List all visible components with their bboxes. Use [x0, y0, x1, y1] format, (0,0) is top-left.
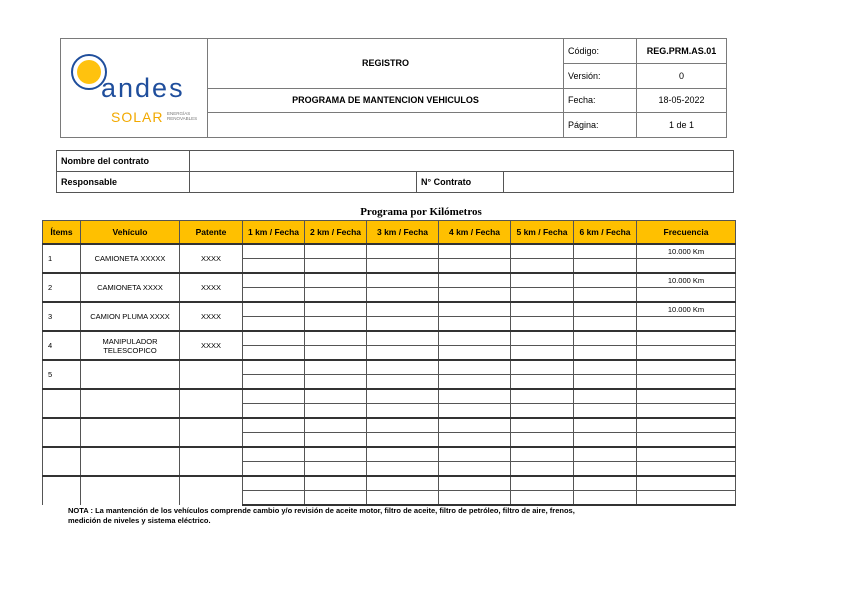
- km1-fecha-cell[interactable]: [243, 360, 305, 375]
- km1-fecha-cell[interactable]: [243, 302, 305, 317]
- km2-fecha-cell[interactable]: [305, 404, 367, 419]
- vehiculo-cell: [81, 360, 180, 389]
- col-1km: 1 km / Fecha: [243, 221, 305, 245]
- km1-fecha-cell[interactable]: [243, 259, 305, 274]
- frecuencia-cell: [637, 259, 736, 274]
- km5-fecha-cell[interactable]: [511, 360, 574, 375]
- frecuencia-cell: [637, 346, 736, 361]
- km3-fecha-cell[interactable]: [367, 317, 439, 332]
- km4-fecha-cell[interactable]: [439, 331, 511, 346]
- frecuencia-cell: [637, 462, 736, 477]
- km5-fecha-cell[interactable]: [511, 389, 574, 404]
- col-3km: 3 km / Fecha: [367, 221, 439, 245]
- fecha-label: Fecha:: [564, 88, 637, 113]
- km6-fecha-cell[interactable]: [574, 317, 637, 332]
- maintenance-table: [42, 220, 736, 506]
- frecuencia-cell: [637, 317, 736, 332]
- km2-fecha-cell[interactable]: [305, 476, 367, 491]
- km5-fecha-cell[interactable]: [511, 302, 574, 317]
- km4-fecha-cell[interactable]: [439, 360, 511, 375]
- km6-fecha-cell[interactable]: [574, 331, 637, 346]
- km2-fecha-cell[interactable]: [305, 389, 367, 404]
- col-frecuencia: Frecuencia: [637, 221, 736, 245]
- km2-fecha-cell[interactable]: [305, 491, 367, 506]
- frecuencia-cell: [637, 491, 736, 506]
- item-cell: [43, 447, 81, 476]
- col-6km: 6 km / Fecha: [574, 221, 637, 245]
- km4-fecha-cell[interactable]: [439, 389, 511, 404]
- km5-fecha-cell[interactable]: [511, 418, 574, 433]
- km2-fecha-cell[interactable]: [305, 346, 367, 361]
- km5-fecha-cell[interactable]: [511, 259, 574, 274]
- km4-fecha-cell[interactable]: [439, 317, 511, 332]
- km6-fecha-cell[interactable]: [574, 302, 637, 317]
- vehiculo-cell: CAMIONETA XXXX: [81, 273, 180, 302]
- km6-fecha-cell[interactable]: [574, 244, 637, 259]
- km6-fecha-cell[interactable]: [574, 375, 637, 390]
- patente-cell: [180, 447, 243, 476]
- km3-fecha-cell[interactable]: [367, 476, 439, 491]
- responsable-field[interactable]: [190, 172, 417, 193]
- km2-fecha-cell[interactable]: [305, 331, 367, 346]
- frecuencia-cell: [637, 360, 736, 375]
- km6-fecha-cell[interactable]: [574, 346, 637, 361]
- frecuencia-cell: [637, 418, 736, 433]
- frecuencia-cell: 10.000 Km: [637, 244, 736, 259]
- vehiculo-cell: [81, 389, 180, 418]
- doc-subtitle: PROGRAMA DE MANTENCION VEHICULOS: [208, 88, 564, 113]
- km2-fecha-cell[interactable]: [305, 244, 367, 259]
- km6-fecha-cell[interactable]: [574, 360, 637, 375]
- col-items: Ítems: [43, 221, 81, 245]
- col-5km: 5 km / Fecha: [511, 221, 574, 245]
- km3-fecha-cell[interactable]: [367, 288, 439, 303]
- km4-fecha-cell[interactable]: [439, 259, 511, 274]
- version-value: 0: [637, 63, 727, 88]
- km1-fecha-cell[interactable]: [243, 418, 305, 433]
- km2-fecha-cell[interactable]: [305, 447, 367, 462]
- km3-fecha-cell[interactable]: [367, 447, 439, 462]
- km3-fecha-cell[interactable]: [367, 244, 439, 259]
- km6-fecha-cell[interactable]: [574, 462, 637, 477]
- km4-fecha-cell[interactable]: [439, 288, 511, 303]
- logo-tagline: ENERGÍAS RENOVABLES: [167, 111, 198, 121]
- km6-fecha-cell[interactable]: [574, 447, 637, 462]
- table-row: [43, 273, 736, 288]
- vehiculo-cell: [81, 418, 180, 447]
- item-cell: 4: [43, 331, 81, 360]
- km4-fecha-cell[interactable]: [439, 302, 511, 317]
- km5-fecha-cell[interactable]: [511, 288, 574, 303]
- frecuencia-cell: 10.000 Km: [637, 302, 736, 317]
- km2-fecha-cell[interactable]: [305, 259, 367, 274]
- km2-fecha-cell[interactable]: [305, 317, 367, 332]
- km4-fecha-cell[interactable]: [439, 346, 511, 361]
- doc-title: REGISTRO: [208, 39, 564, 89]
- km3-fecha-cell[interactable]: [367, 273, 439, 288]
- km1-fecha-cell[interactable]: [243, 389, 305, 404]
- km3-fecha-cell[interactable]: [367, 375, 439, 390]
- frecuencia-cell: [637, 447, 736, 462]
- codigo-value: REG.PRM.AS.01: [637, 39, 727, 64]
- km2-fecha-cell[interactable]: [305, 302, 367, 317]
- km2-fecha-cell[interactable]: [305, 462, 367, 477]
- km3-fecha-cell[interactable]: [367, 491, 439, 506]
- km3-fecha-cell[interactable]: [367, 433, 439, 448]
- km6-fecha-cell[interactable]: [574, 389, 637, 404]
- logo-sub: SOLAR: [111, 109, 164, 125]
- km6-fecha-cell[interactable]: [574, 433, 637, 448]
- km2-fecha-cell[interactable]: [305, 360, 367, 375]
- table-row: [43, 476, 736, 491]
- km3-fecha-cell[interactable]: [367, 302, 439, 317]
- km1-fecha-cell[interactable]: [243, 375, 305, 390]
- km4-fecha-cell[interactable]: [439, 375, 511, 390]
- item-cell: [43, 389, 81, 418]
- km4-fecha-cell[interactable]: [439, 491, 511, 506]
- frecuencia-cell: [637, 288, 736, 303]
- logo-brand: andes: [101, 73, 185, 103]
- km3-fecha-cell[interactable]: [367, 404, 439, 419]
- km1-fecha-cell[interactable]: [243, 433, 305, 448]
- km5-fecha-cell[interactable]: [511, 346, 574, 361]
- km4-fecha-cell[interactable]: [439, 462, 511, 477]
- vehiculo-cell: MANIPULADOR TELESCOPICO: [81, 331, 180, 360]
- maintenance-note: [68, 506, 728, 526]
- version-label: Versión:: [564, 63, 637, 88]
- frecuencia-cell: [637, 375, 736, 390]
- col-2km: 2 km / Fecha: [305, 221, 367, 245]
- program-title: Programa por Kilómetros: [360, 206, 482, 218]
- col-4km: 4 km / Fecha: [439, 221, 511, 245]
- km5-fecha-cell[interactable]: [511, 244, 574, 259]
- km4-fecha-cell[interactable]: [439, 273, 511, 288]
- n-contrato-label: N° Contrato: [417, 172, 504, 193]
- note-line-1: NOTA : La mantención de los vehículos comprende cambio y/o revisión de aceite motor, filtro de aceite, filtro de petróleo, filtro de aire, frenos,: [68, 506, 575, 515]
- pagina-label: Página:: [564, 113, 637, 138]
- item-cell: 2: [43, 273, 81, 302]
- col-patente: Patente: [180, 221, 243, 245]
- km1-fecha-cell[interactable]: [243, 244, 305, 259]
- codigo-label: Código:: [564, 39, 637, 64]
- km3-fecha-cell[interactable]: [367, 418, 439, 433]
- km1-fecha-cell[interactable]: [243, 447, 305, 462]
- km2-fecha-cell[interactable]: [305, 418, 367, 433]
- vehiculo-cell: CAMIONETA XXXXX: [81, 244, 180, 273]
- patente-cell: XXXX: [180, 244, 243, 273]
- n-contrato-field[interactable]: [504, 172, 734, 193]
- item-cell: 5: [43, 360, 81, 389]
- km2-fecha-cell[interactable]: [305, 375, 367, 390]
- km3-fecha-cell[interactable]: [367, 360, 439, 375]
- patente-cell: XXXX: [180, 302, 243, 331]
- responsable-label: Responsable: [57, 172, 190, 193]
- table-row: [43, 418, 736, 433]
- item-cell: [43, 418, 81, 447]
- km1-fecha-cell[interactable]: [243, 404, 305, 419]
- km5-fecha-cell[interactable]: [511, 273, 574, 288]
- km3-fecha-cell[interactable]: [367, 462, 439, 477]
- km1-fecha-cell[interactable]: [243, 462, 305, 477]
- km5-fecha-cell[interactable]: [511, 331, 574, 346]
- km4-fecha-cell[interactable]: [439, 433, 511, 448]
- km1-fecha-cell[interactable]: [243, 273, 305, 288]
- km5-fecha-cell[interactable]: [511, 404, 574, 419]
- fecha-value: 18-05-2022: [637, 88, 727, 113]
- nombre-contrato-label: Nombre del contrato: [57, 151, 190, 172]
- km4-fecha-cell[interactable]: [439, 244, 511, 259]
- patente-cell: [180, 389, 243, 418]
- header-blank: [208, 113, 564, 138]
- km3-fecha-cell[interactable]: [367, 389, 439, 404]
- frecuencia-cell: [637, 433, 736, 448]
- vehiculo-cell: [81, 476, 180, 505]
- km5-fecha-cell[interactable]: [511, 317, 574, 332]
- km1-fecha-cell[interactable]: [243, 331, 305, 346]
- patente-cell: [180, 360, 243, 389]
- km5-fecha-cell[interactable]: [511, 433, 574, 448]
- km4-fecha-cell[interactable]: [439, 404, 511, 419]
- km1-fecha-cell[interactable]: [243, 317, 305, 332]
- frecuencia-cell: 10.000 Km: [637, 273, 736, 288]
- km6-fecha-cell[interactable]: [574, 418, 637, 433]
- km3-fecha-cell[interactable]: [367, 346, 439, 361]
- km6-fecha-cell[interactable]: [574, 491, 637, 506]
- km5-fecha-cell[interactable]: [511, 462, 574, 477]
- km4-fecha-cell[interactable]: [439, 476, 511, 491]
- km6-fecha-cell[interactable]: [574, 273, 637, 288]
- km4-fecha-cell[interactable]: [439, 447, 511, 462]
- nombre-contrato-field[interactable]: [190, 151, 734, 172]
- km6-fecha-cell[interactable]: [574, 476, 637, 491]
- note-line-2: medición de niveles y sistema eléctrico.: [68, 516, 211, 525]
- km1-fecha-cell[interactable]: [243, 288, 305, 303]
- km2-fecha-cell[interactable]: [305, 433, 367, 448]
- item-cell: [43, 476, 81, 505]
- table-row: [43, 360, 736, 375]
- table-header-row: [43, 221, 736, 245]
- pagina-value: 1 de 1: [637, 113, 727, 138]
- km4-fecha-cell[interactable]: [439, 418, 511, 433]
- vehiculo-cell: CAMION PLUMA XXXX: [81, 302, 180, 331]
- item-cell: 3: [43, 302, 81, 331]
- patente-cell: XXXX: [180, 273, 243, 302]
- table-row: [43, 447, 736, 462]
- frecuencia-cell: [637, 476, 736, 491]
- km3-fecha-cell[interactable]: [367, 259, 439, 274]
- table-row: [43, 244, 736, 259]
- company-logo: [61, 39, 208, 138]
- km6-fecha-cell[interactable]: [574, 288, 637, 303]
- patente-cell: [180, 476, 243, 505]
- item-cell: 1: [43, 244, 81, 273]
- patente-cell: [180, 418, 243, 447]
- patente-cell: XXXX: [180, 331, 243, 360]
- km5-fecha-cell[interactable]: [511, 476, 574, 491]
- contract-info: [56, 150, 734, 193]
- vehiculo-cell: [81, 447, 180, 476]
- document-header: [60, 38, 727, 138]
- col-vehiculo: Vehículo: [81, 221, 180, 245]
- table-row: [43, 389, 736, 404]
- km5-fecha-cell[interactable]: [511, 491, 574, 506]
- km1-fecha-cell[interactable]: [243, 491, 305, 506]
- table-row: [43, 302, 736, 317]
- km3-fecha-cell[interactable]: [367, 331, 439, 346]
- km5-fecha-cell[interactable]: [511, 447, 574, 462]
- km1-fecha-cell[interactable]: [243, 476, 305, 491]
- km1-fecha-cell[interactable]: [243, 346, 305, 361]
- km5-fecha-cell[interactable]: [511, 375, 574, 390]
- km6-fecha-cell[interactable]: [574, 259, 637, 274]
- km2-fecha-cell[interactable]: [305, 273, 367, 288]
- frecuencia-cell: [637, 389, 736, 404]
- frecuencia-cell: [637, 331, 736, 346]
- km2-fecha-cell[interactable]: [305, 288, 367, 303]
- table-row: [43, 331, 736, 346]
- km6-fecha-cell[interactable]: [574, 404, 637, 419]
- frecuencia-cell: [637, 404, 736, 419]
